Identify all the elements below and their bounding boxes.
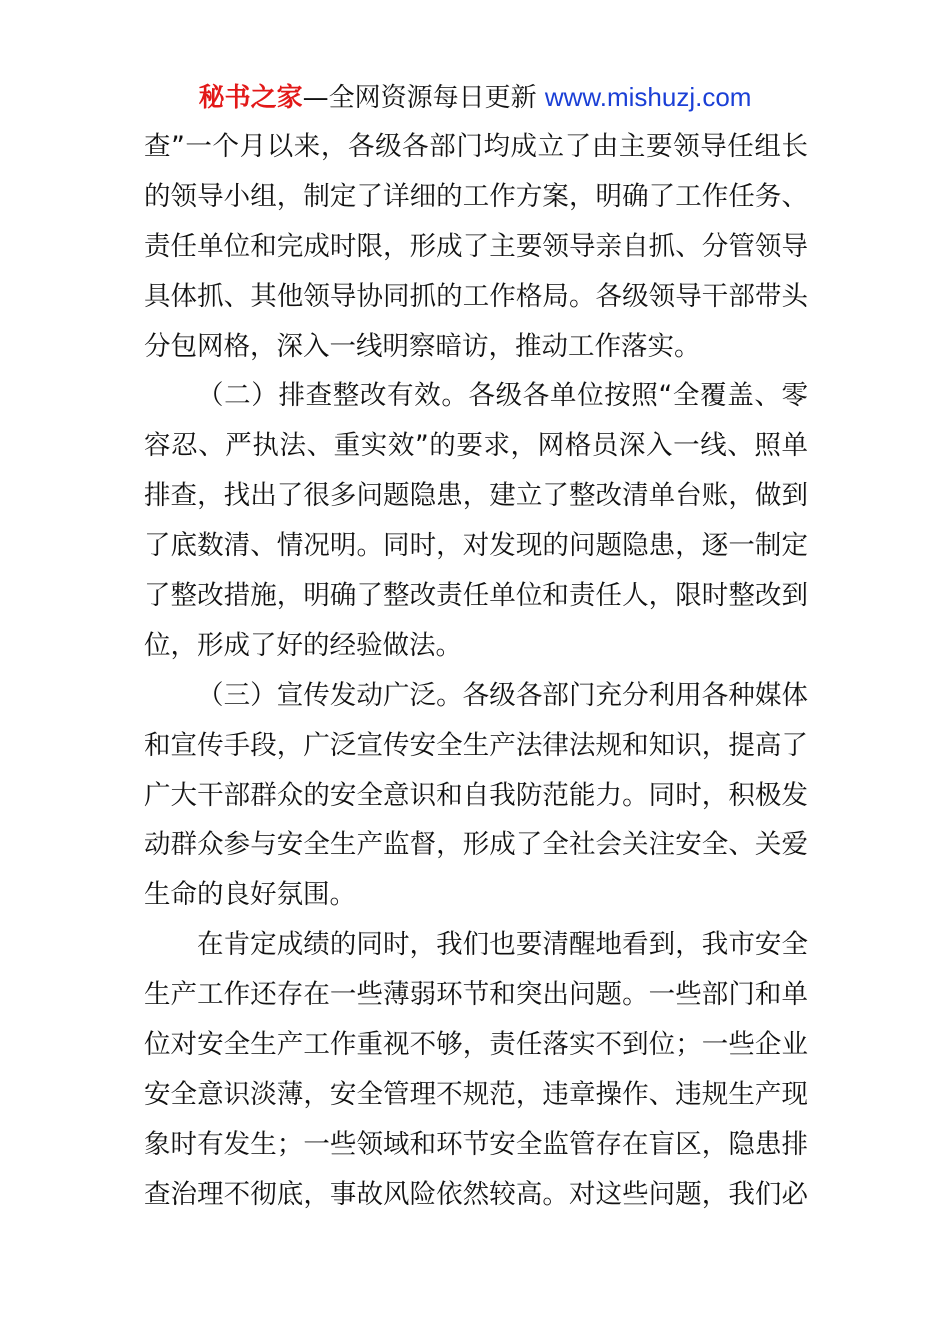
text-line: 具体抓、其他领导协同抓的工作格局。各级领导干部带头 bbox=[144, 280, 808, 312]
text-line: 了底数清、情况明。同时，对发现的问题隐患，逐一制定 bbox=[144, 530, 808, 562]
text-line: 分包网格，深入一线明察暗访，推动工作落实。 bbox=[144, 330, 701, 362]
text-line: 生产工作还存在一些薄弱环节和突出问题。一些部门和单 bbox=[144, 979, 808, 1011]
site-header bbox=[0, 80, 950, 115]
text-line: （二）排查整改有效。各级各单位按照“全覆盖、零 bbox=[197, 380, 808, 412]
site-brand: 秘书之家 bbox=[198, 83, 303, 113]
text-line: 动群众参与安全生产监督，形成了全社会关注安全、关爱 bbox=[144, 829, 808, 861]
text-line: 责任单位和完成时限，形成了主要领导亲自抓、分管领导 bbox=[144, 230, 808, 262]
site-url[interactable]: www.mishuzj.com bbox=[544, 82, 752, 112]
text-line: 的领导小组，制定了详细的工作方案，明确了工作任务、 bbox=[144, 180, 808, 212]
text-line: 容忍、严执法、重实效”的要求，网格员深入一线、照单 bbox=[144, 430, 808, 462]
text-line: 位对安全生产工作重视不够，责任落实不到位；一些企业 bbox=[144, 1029, 808, 1061]
text-line: 排查，找出了很多问题隐患，建立了整改清单台账，做到 bbox=[144, 480, 808, 512]
text-line: 和宣传手段，广泛宣传安全生产法律法规和知识，提高了 bbox=[144, 729, 808, 761]
site-tagline: —全网资源每日更新 bbox=[302, 83, 545, 113]
text-line: 安全意识淡薄，安全管理不规范，违章操作、违规生产现 bbox=[144, 1078, 808, 1110]
text-line: 查治理不彻底，事故风险依然较高。对这些问题，我们必 bbox=[144, 1178, 808, 1210]
text-line: 生命的良好氛围。 bbox=[144, 879, 356, 911]
document-body bbox=[144, 122, 808, 1220]
text-line: 在肯定成绩的同时，我们也要清醒地看到，我市安全 bbox=[197, 929, 808, 961]
text-line: 位，形成了好的经验做法。 bbox=[144, 629, 462, 661]
text-line: 查”一个月以来，各级各部门均成立了由主要领导任组长 bbox=[144, 131, 808, 162]
text-line: 象时有发生；一些领域和环节安全监管存在盲区，隐患排 bbox=[144, 1128, 808, 1160]
text-line: 了整改措施，明确了整改责任单位和责任人，限时整改到 bbox=[144, 580, 808, 612]
text-line: （三）宣传发动广泛。各级各部门充分利用各种媒体 bbox=[197, 679, 808, 711]
text-line: 广大干部群众的安全意识和自我防范能力。同时，积极发 bbox=[144, 779, 808, 811]
